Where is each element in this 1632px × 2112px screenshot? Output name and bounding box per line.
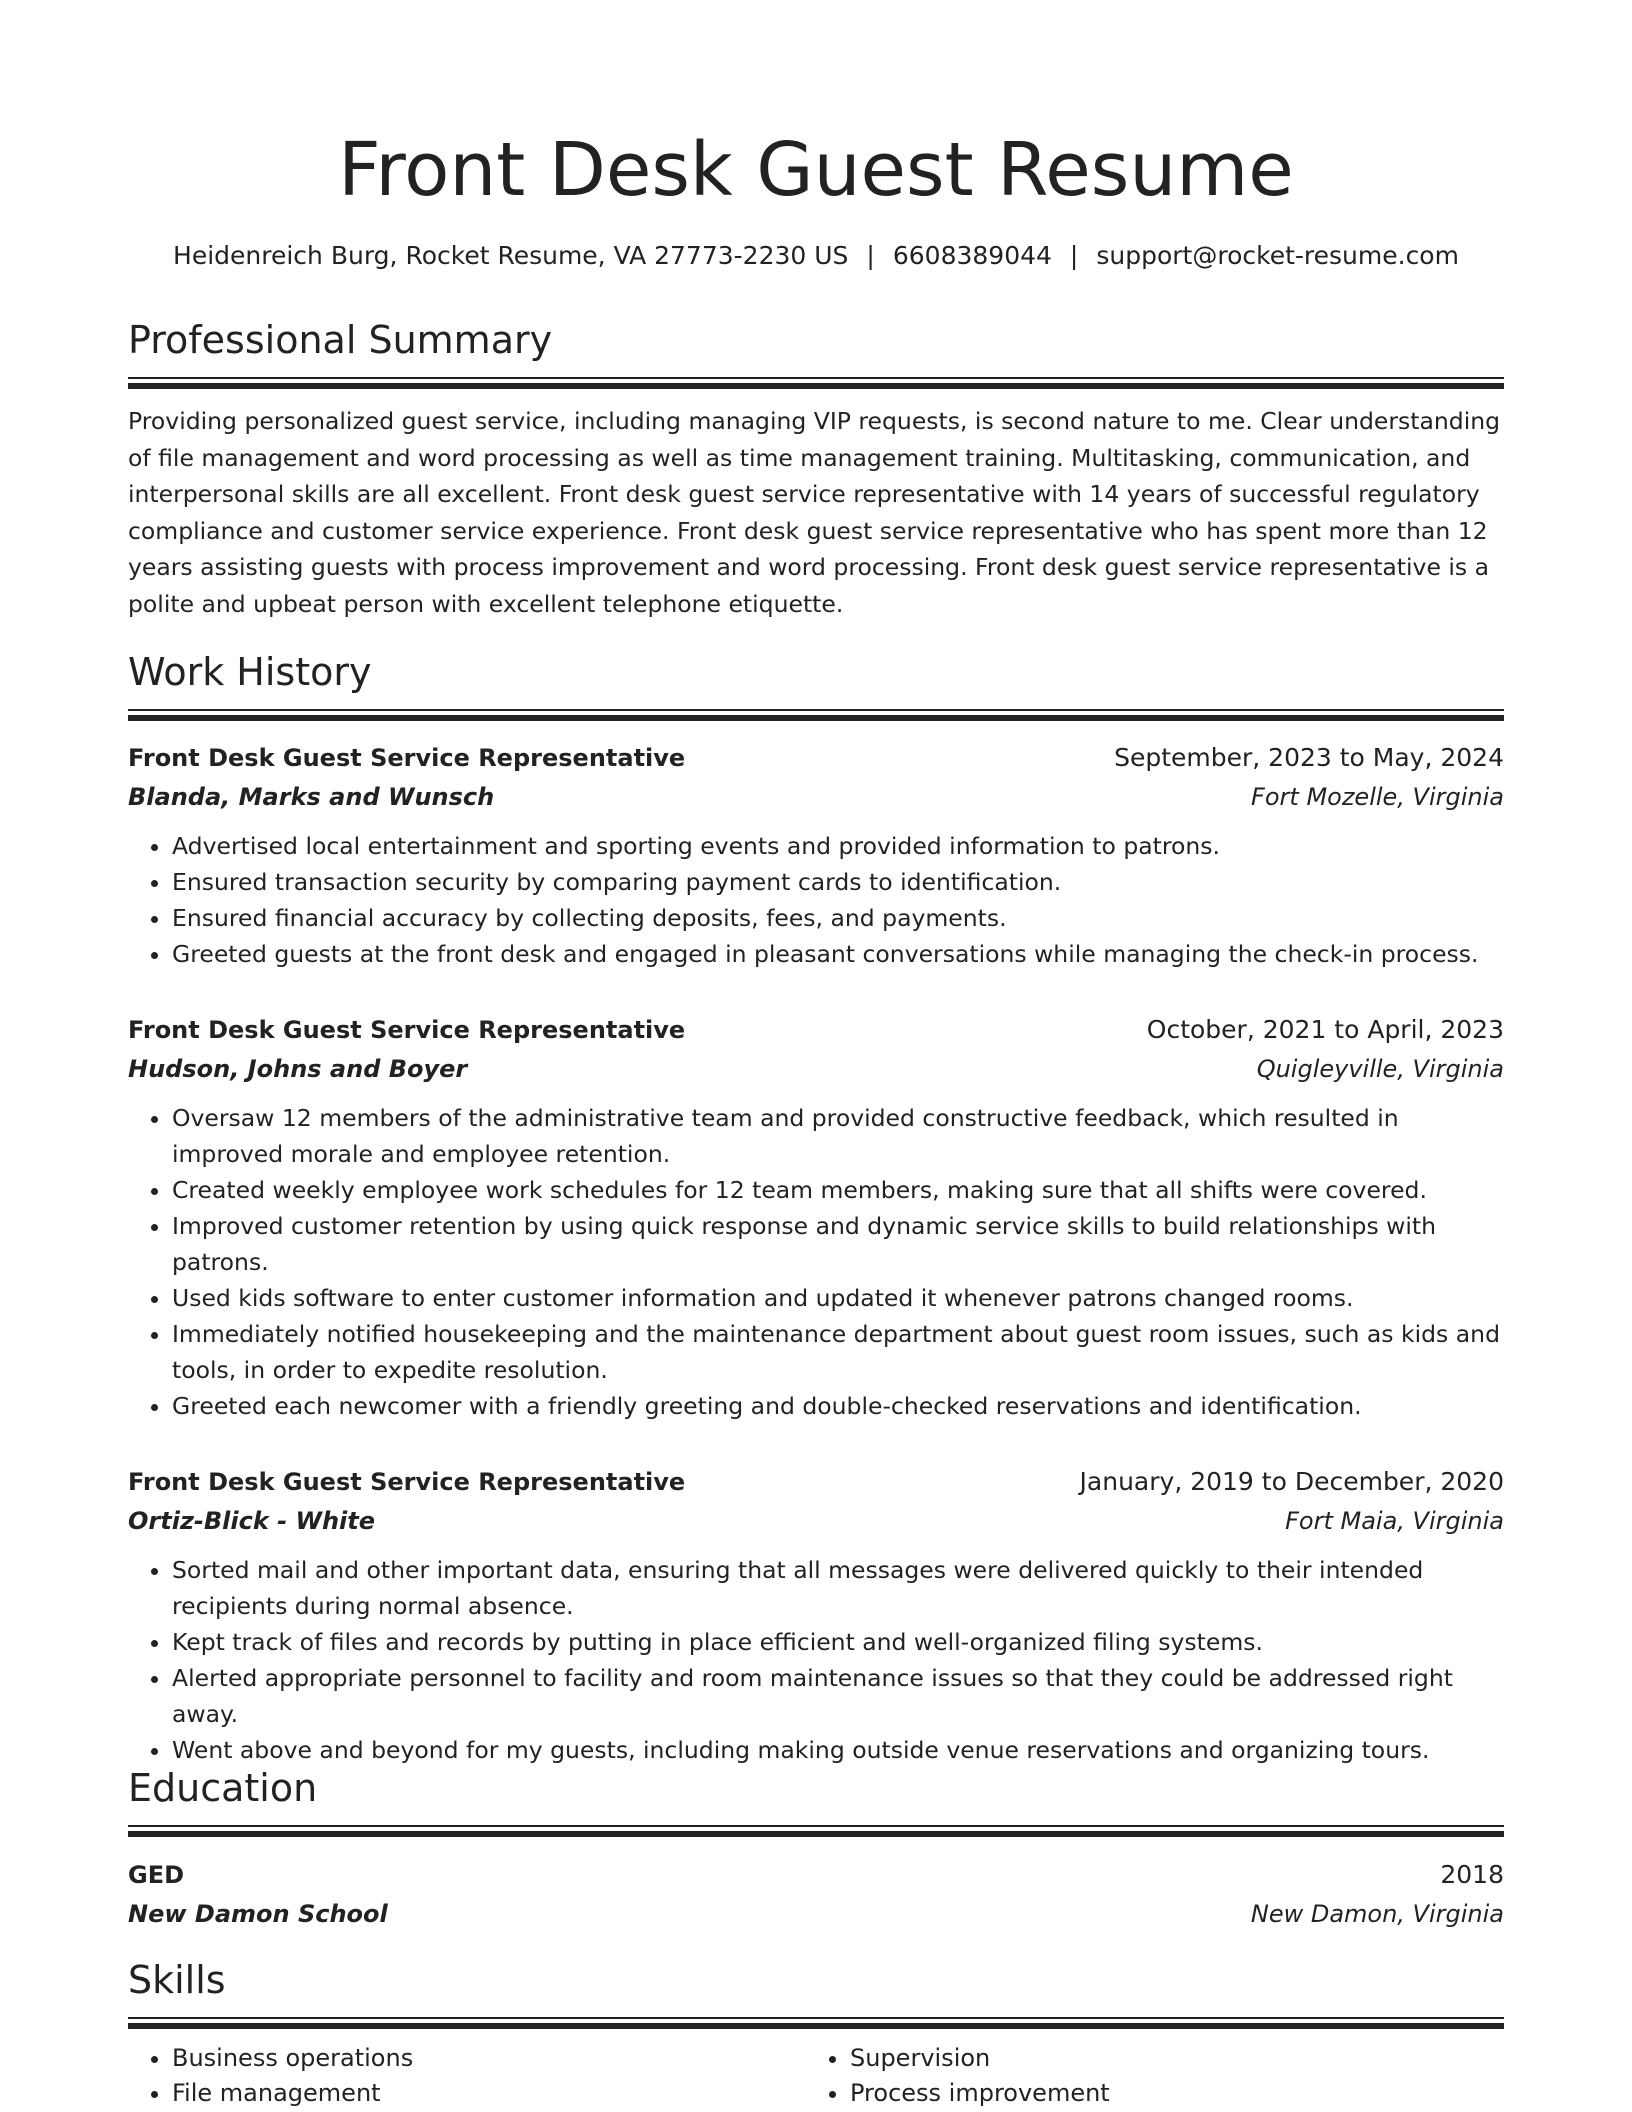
summary-text: Providing personalized guest service, including managing VIP requests, is second nature to me. Clear understanding of file management and word processing as well as time management training. Multitasking, communication, and interpersonal skills are all excellent. Front desk guest service representative with 14 years of successful regulatory compliance and customer service experience. Front desk guest service representative who has spent more than 12 years assisting guests with process improvement and word processing. Front desk guest service representative is a polite and upbeat person with excellent telephone etiquette.	[128, 407, 1501, 618]
job-title: Front Desk Guest Service Representative	[128, 744, 686, 772]
job-entry	[128, 1010, 1504, 1424]
job-bullet: • Ensured financial accuracy by collecting deposits, fees, and payments.	[172, 900, 1504, 936]
contact-address: Heidenreich Burg, Rocket Resume, VA 27773-2230 US	[173, 241, 849, 270]
job-location: Quigleyville, Virginia	[1256, 1055, 1504, 1083]
job-bullets	[128, 1552, 1504, 1768]
education-section	[128, 1763, 1504, 1933]
contact-email: support@rocket-resume.com	[1096, 241, 1459, 270]
job-location: Fort Mozelle, Virginia	[1251, 783, 1504, 811]
job-bullet: • Oversaw 12 members of the administrative team and provided constructive feedback, which resulted in improved morale and employee retention.	[172, 1100, 1504, 1172]
work-history-heading: Work History	[128, 650, 372, 694]
job-dates: September, 2023 to May, 2024	[1114, 743, 1504, 772]
education-school: New Damon School	[128, 1900, 388, 1928]
job-bullet: • Kept track of files and records by putting in place efficient and well-organized filing systems.	[172, 1624, 1504, 1660]
job-bullet: • Alerted appropriate personnel to facility and room maintenance issues so that they could be addressed right away.	[172, 1660, 1504, 1732]
job-title: Front Desk Guest Service Representative	[128, 1468, 686, 1496]
section-divider	[128, 2017, 1504, 2029]
skill-item: • Business operations	[172, 2041, 806, 2076]
work-history-section	[128, 647, 1504, 721]
skill-item: • Supervision	[850, 2041, 1484, 2076]
job-bullet: • Used kids software to enter customer information and updated it whenever patrons changed rooms.	[172, 1280, 1504, 1316]
job-bullet: • Greeted each newcomer with a friendly greeting and double-checked reservations and identification.	[172, 1388, 1504, 1424]
summary-heading: Professional Summary	[128, 318, 553, 362]
job-title: Front Desk Guest Service Representative	[128, 1016, 686, 1044]
job-bullet: • Created weekly employee work schedules for 12 team members, making sure that all shifts were covered.	[172, 1172, 1504, 1208]
job-company: Ortiz-Blick - White	[128, 1507, 376, 1535]
summary-section	[128, 315, 1504, 622]
education-location: New Damon, Virginia	[1250, 1900, 1504, 1928]
skill-item: • File management	[172, 2076, 806, 2111]
skills-column-left	[128, 2041, 806, 2111]
job-bullet: • Ensured transaction security by comparing payment cards to identification.	[172, 864, 1504, 900]
education-year: 2018	[1440, 1860, 1504, 1889]
section-divider	[128, 709, 1504, 721]
job-bullet: • Went above and beyond for my guests, including making outside venue reservations and organizing tours.	[172, 1732, 1504, 1768]
skills-heading: Skills	[128, 1958, 226, 2002]
skill-item: • Process improvement	[850, 2076, 1484, 2111]
job-dates: January, 2019 to December, 2020	[1079, 1467, 1504, 1496]
job-bullets	[128, 1100, 1504, 1424]
job-company: Blanda, Marks and Wunsch	[128, 783, 495, 811]
skills-column-right	[806, 2041, 1484, 2111]
skills-section	[128, 1955, 1504, 2111]
job-bullet: • Improved customer retention by using quick response and dynamic service skills to build relationships with patrons.	[172, 1208, 1504, 1280]
contact-phone: 6608389044	[892, 241, 1052, 270]
job-bullet: • Advertised local entertainment and sporting events and provided information to patrons.	[172, 828, 1504, 864]
job-entry	[128, 1462, 1504, 1768]
section-divider	[128, 377, 1504, 389]
job-company: Hudson, Johns and Boyer	[128, 1055, 468, 1083]
education-degree: GED	[128, 1861, 185, 1889]
job-bullet: • Greeted guests at the front desk and engaged in pleasant conversations while managing the check-in process.	[172, 936, 1504, 972]
job-location: Fort Maia, Virginia	[1285, 1507, 1504, 1535]
contact-line	[128, 236, 1504, 276]
education-heading: Education	[128, 1766, 318, 1810]
job-entry	[128, 738, 1504, 972]
job-dates: October, 2021 to April, 2023	[1146, 1015, 1504, 1044]
skills-list	[128, 2041, 1504, 2111]
job-bullet: • Sorted mail and other important data, ensuring that all messages were delivered quickly to their intended recipients during normal absence.	[172, 1552, 1504, 1624]
job-bullets	[128, 828, 1504, 972]
section-divider	[128, 1825, 1504, 1837]
contact-separator: |	[866, 241, 875, 270]
resume-title: Front Desk Guest Resume	[338, 127, 1294, 213]
contact-separator: |	[1069, 241, 1079, 270]
job-bullet: • Immediately notified housekeeping and the maintenance department about guest room issues, such as kids and tools, in order to expedite resolution.	[172, 1316, 1504, 1388]
